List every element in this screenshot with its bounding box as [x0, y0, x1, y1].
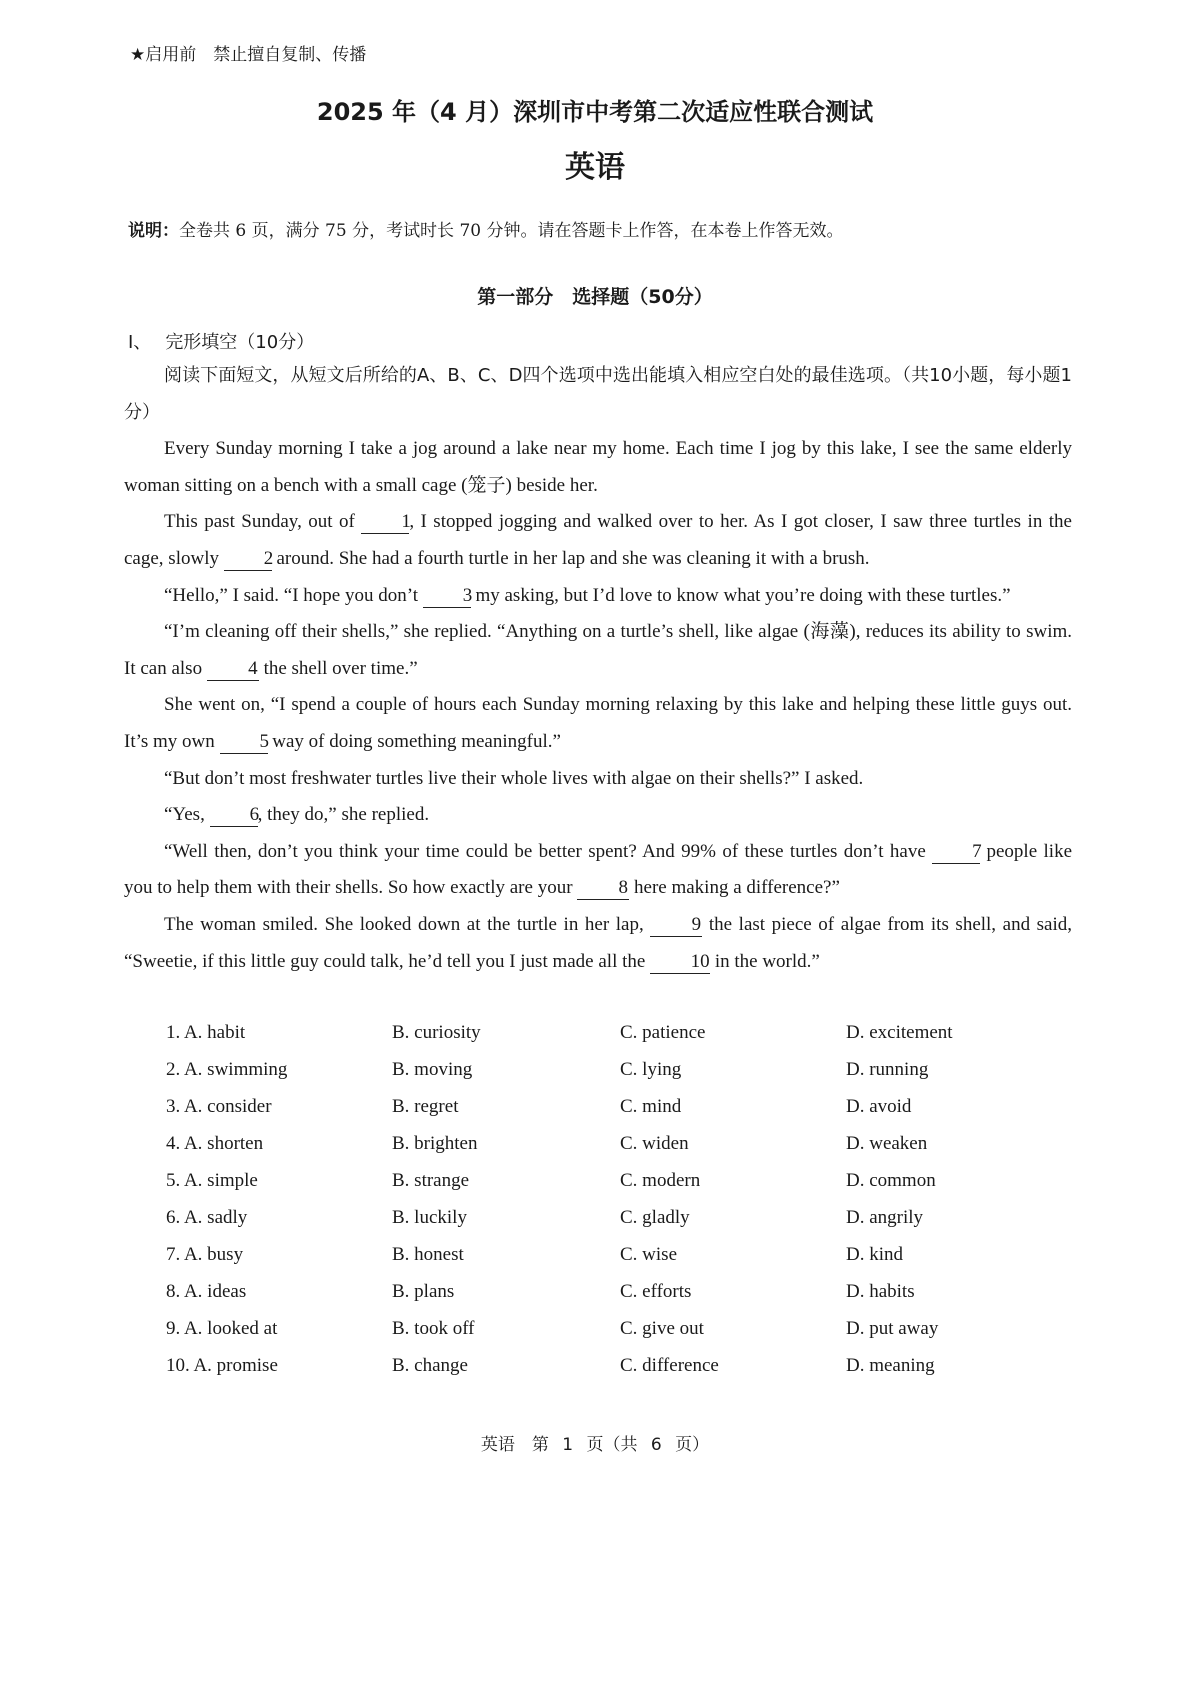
blank-9: 9: [650, 914, 702, 937]
paragraph-3: [124, 578, 1072, 615]
exam-title: 2025 年（4 月）深圳市中考第二次适应性联合测试: [316, 98, 874, 126]
text-segment: here making a difference?”: [629, 877, 840, 899]
text-segment: “I’m cleaning off their shells,” she replied. “Anything on a turtle’s shell, like algae (海藻), reduces its ability to swim. It can also: [124, 621, 1072, 679]
option-d: D. weaken: [846, 1133, 928, 1154]
page-footer: 英语 第 1 页（共 6 页）: [480, 1435, 710, 1455]
option-d: D. angrily: [846, 1207, 924, 1228]
option-b: B. moving: [392, 1059, 473, 1080]
option-a: 8. A. ideas: [166, 1281, 247, 1302]
question-row-9: [166, 1318, 1066, 1355]
instructions: [128, 216, 844, 241]
option-c: C. mind: [620, 1096, 682, 1117]
paragraph-5: [124, 687, 1072, 760]
option-a: 3. A. consider: [166, 1096, 272, 1117]
option-a: 7. A. busy: [166, 1244, 244, 1265]
blank-10: 10: [650, 951, 710, 974]
option-c: C. efforts: [620, 1281, 692, 1302]
blank-2: 2: [224, 548, 272, 571]
option-a: 6. A. sadly: [166, 1207, 248, 1228]
exam-subject: 英语: [565, 150, 625, 185]
option-d: D. excitement: [846, 1022, 953, 1043]
option-b: B. regret: [392, 1096, 459, 1117]
blank-3: 3: [423, 585, 471, 608]
text-segment: my asking, but I’d love to know what you’re doing with these turtles.”: [470, 584, 1011, 606]
text-segment: “Hello,” I said. “I hope you don’t: [164, 584, 423, 606]
option-b: B. took off: [392, 1318, 475, 1339]
blank-7: 7: [932, 841, 980, 864]
option-a: 5. A. simple: [166, 1170, 258, 1191]
section-title: 第一部分 选择题（50分）: [477, 286, 713, 308]
part-heading: [128, 328, 314, 354]
option-b: B. change: [392, 1355, 468, 1376]
blank-5: 5: [220, 731, 268, 754]
part-title: 完形填空（10分）: [165, 332, 315, 353]
option-c: C. difference: [620, 1355, 719, 1376]
blank-8: 8: [577, 877, 629, 900]
directions: 阅读下面短文，从短文后所给的A、B、C、D四个选项中选出能填入相应空白处的最佳选项。（共10小题，每小题1分）: [124, 365, 1072, 423]
option-c: C. modern: [620, 1170, 701, 1191]
question-row-10: [166, 1355, 1066, 1392]
question-row-3: [166, 1096, 1066, 1133]
confidential-note: ★启用前 禁止擅自复制、传播: [130, 45, 367, 65]
option-c: C. widen: [620, 1133, 689, 1154]
paragraph-9: [124, 907, 1072, 980]
paragraph-4: [124, 614, 1072, 687]
paragraph-6: “But don’t most freshwater turtles live their whole lives with algae on their shells?” I asked.: [164, 767, 864, 789]
option-d: D. put away: [846, 1318, 939, 1339]
option-c: C. wise: [620, 1244, 677, 1265]
question-row-5: [166, 1170, 1066, 1207]
option-b: B. honest: [392, 1244, 464, 1265]
option-d: D. meaning: [846, 1355, 935, 1376]
part-number: Ⅰ、: [128, 332, 152, 353]
option-a: 9. A. looked at: [166, 1318, 278, 1339]
option-c: C. lying: [620, 1059, 682, 1080]
paragraph-2: [124, 504, 1072, 577]
paragraph-8: [124, 834, 1072, 907]
instructions-text: 全卷共 6 页，满分 75 分，考试时长 70 分钟。请在答题卡上作答，在本卷上作答无效。: [179, 221, 844, 241]
cloze-passage: [124, 358, 1072, 980]
question-row-6: [166, 1207, 1066, 1244]
option-b: B. curiosity: [392, 1022, 481, 1043]
answer-options: [166, 1022, 1066, 1392]
option-b: B. plans: [392, 1281, 455, 1302]
option-a: 2. A. swimming: [166, 1059, 288, 1080]
option-c: C. give out: [620, 1318, 704, 1339]
option-d: D. running: [846, 1059, 929, 1080]
option-a: 1. A. habit: [166, 1022, 246, 1043]
option-a: 10. A. promise: [166, 1355, 278, 1376]
text-segment: way of doing something meaningful.”: [267, 730, 561, 752]
blank-6: 6: [210, 804, 258, 827]
text-segment: “Well then, don’t you think your time could be better spent? And 99% of these turtles don’t have: [164, 840, 933, 862]
text-segment: the shell over time.”: [258, 657, 418, 679]
text-segment: This past Sunday, out of: [164, 511, 362, 533]
option-a: 4. A. shorten: [166, 1133, 264, 1154]
option-d: D. habits: [846, 1281, 915, 1302]
option-b: B. brighten: [392, 1133, 478, 1154]
paragraph-7: [124, 797, 1072, 834]
text-segment: the last piece of algae from its shell, and said, “Sweetie, if this little guy could talk, he’d tell you I just made all the: [124, 913, 1073, 972]
option-c: C. patience: [620, 1022, 706, 1043]
text-segment: “Yes,: [164, 804, 210, 826]
blank-1: 1: [361, 511, 409, 534]
text-segment: , they do,” she replied.: [257, 804, 430, 826]
option-b: B. strange: [392, 1170, 470, 1191]
question-row-2: [166, 1059, 1066, 1096]
blank-4: 4: [207, 658, 259, 681]
paragraph-1: Every Sunday morning I take a jog around a lake near my home. Each time I jog by this lake, I see the same elderly woman sitting on a bench with a small cage (笼子) beside her.: [124, 438, 1072, 496]
option-d: D. kind: [846, 1244, 903, 1265]
question-row-1: [166, 1022, 1066, 1059]
option-c: C. gladly: [620, 1207, 690, 1228]
option-b: B. luckily: [392, 1207, 467, 1228]
option-d: D. common: [846, 1170, 936, 1191]
question-row-8: [166, 1281, 1066, 1318]
text-segment: people like you to help them with their shells. So how exactly are your: [124, 840, 1072, 899]
option-d: D. avoid: [846, 1096, 912, 1117]
question-row-4: [166, 1133, 1066, 1170]
text-segment: The woman smiled. She looked down at the turtle in her lap,: [164, 913, 651, 935]
text-segment: , I stopped jogging and walked over to her. As I got closer, I saw three turtles in the cage, slowly: [124, 511, 1072, 569]
instructions-label: 说明：: [128, 221, 179, 241]
question-row-7: [166, 1244, 1066, 1281]
text-segment: around. She had a fourth turtle in her lap and she was cleaning it with a brush.: [271, 547, 870, 569]
text-segment: in the world.”: [710, 950, 820, 972]
text-segment: She went on, “I spend a couple of hours each Sunday morning relaxing by this lake and helping these little guys out. It’s my own: [124, 694, 1072, 752]
